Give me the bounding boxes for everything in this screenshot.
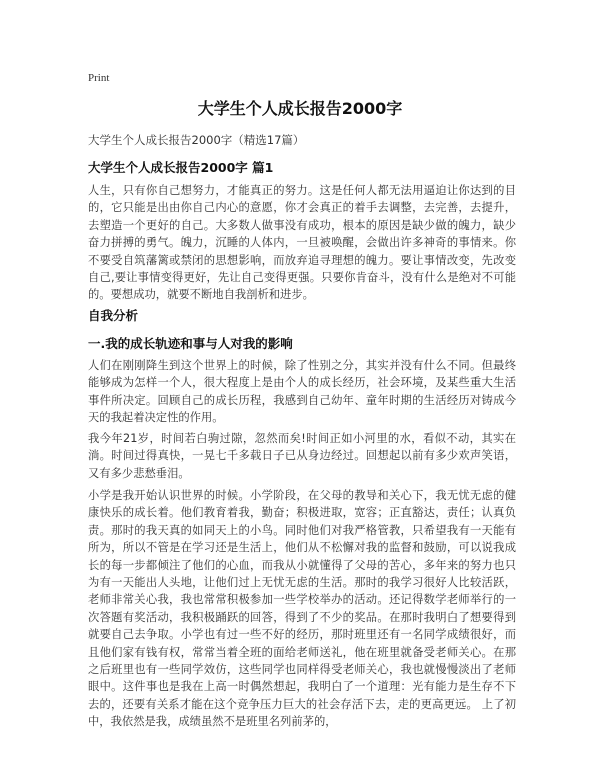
paragraph-4: 小学是我开始认识世界的时候。小学阶段，在父母的教导和关心下，我无忧无虑的健康快乐的成长着。他们教育着我，勤奋；积极进取，宽容；正直豁达，责任；认真负责。那时的我天真的如同天上的小鸟。同时他们对我严格管教，只希望我有一天能有所为，所以不管是在学习还是生活上，他们从不松懈对我的监督和鼓励，可以说我成长的每一步都倾注了他们的心血，而我从小就懂得了父母的苦心，多年来的努力也只为有一天能出人头地，让他们过上无忧无虑的生活。那时的我学习很好人比较活跃，老师非常关心我，我也常常积极参加一些学校举办的活动。还记得数学老师举行的一次答题有奖活动，我积极踊跃的回答，得到了不少的奖品。在那时我明白了想要得到就要自己去争取。小学也有过一些不好的经历，那时班里还有一名同学成绩很好，而且他们家有钱有权，常常当着全班的面给老师送礼，他在班里就备受老师关心。在那之后班里也有一些同学效仿，这些同学也同样得受老师关心，我也就慢慢淡出了老师眼中。这件事也是我在上高一时偶然想起，我明白了一个道理：光有能力是生存不下去的，还要有关系才能在这个竞争压力巨大的社会存活下去，走的更高更远。 上了初中，我依然是我，成绩虽然不是班里名列前茅的， xyxy=(88,489,516,729)
paragraph-2: 人们在刚刚降生到这个世界上的时候，除了性别之分，其实并没有什么不同。但最终能够成为怎样一个人，很大程度上是由个人的成长经历，社会环境，及某些重大生活事件所决定。回顾自己的成长历程，我感到自己幼年、童年时期的生活经历对铸成今天的我起着决定性的作用。 xyxy=(88,359,516,425)
document-title: 大学生个人成长报告2000字 xyxy=(197,99,403,118)
document-subtitle: 大学生个人成长报告2000字（精选17篇） xyxy=(88,133,305,147)
paragraph-1: 人生，只有你自己想努力，才能真正的努力。这是任何人都无法用逼迫让你达到的目的，它只能是出由你自己内心的意愿，你才会真正的着手去调整，去完善，去提升，去塑造一个更好的自己。大多数人做事没有成功，根本的原因是缺少做的魄力，缺少奋力拼搏的勇气。魄力，沉睡的人体内，一旦被唤醒，会做出许多神奇的事情来。你不要受自筑藩篱或禁闭的思想影响，而放弃追寻理想的魄力。要让事情改变，先改变自己,要让事情变得更好，先让自己变得更强。只要你肯奋斗，没有什么是绝对不可能的。要想成功，就要不断地自我剖析和进步。 xyxy=(88,184,516,302)
paragraph-3: 我今年21岁，时间若白驹过隙，忽然而矣!时间正如小河里的水，看似不动，其实在淌。时间过得真快，一晃七千多载日子已从身边经过。回想起以前有多少欢声笑语，又有多少悲愁垂泪。 xyxy=(88,432,516,480)
heading-self-analysis: 自我分析 xyxy=(88,308,139,323)
heading-growth: 一.我的成长轨迹和事与人对我的影响 xyxy=(88,336,293,351)
print-label[interactable]: Print xyxy=(88,72,110,84)
section-heading: 大学生个人成长报告2000字 篇1 xyxy=(88,160,274,175)
